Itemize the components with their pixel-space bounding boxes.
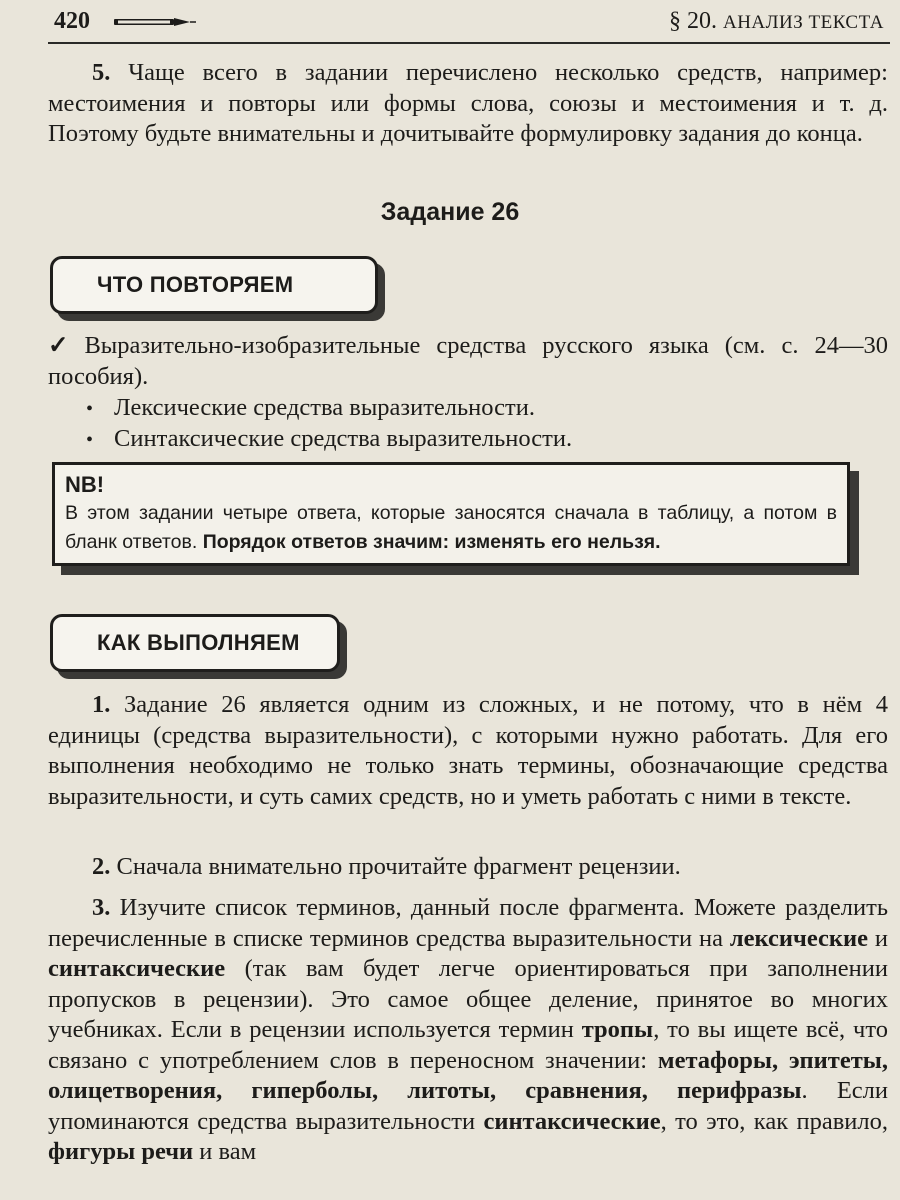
- paragraph-5-text: Чаще всего в задании перечислено несколько средств, например: местоимения и повторы или формы слова, союзы и местоимения и т. д. Поэтому будьте внимательны и дочитывайте формулировку задания до конца.: [48, 59, 888, 147]
- bullet-item-lexical: [86, 392, 535, 425]
- term-trope-list: метафоры, эпитеты, олицетворения, гиперболы, литоты, сравнения, перифразы: [48, 1046, 888, 1104]
- nb-bold-text: Порядок ответов значим: изменять его нельзя.: [202, 531, 661, 553]
- nb-regular-text: В этом задании четыре ответа, которые заносятся сначала в таблицу, а потом в бланк ответов.: [65, 502, 837, 553]
- step-3-text-b: и: [874, 924, 889, 952]
- nb-text: [65, 499, 837, 557]
- repeat-main-text: Выразительно-изобразительные средства русского языка (см. с. 24—30 пособия).: [48, 332, 888, 390]
- page-number: 420: [54, 8, 90, 34]
- term-tropes: тропы: [581, 1016, 654, 1043]
- paragraph-5: [48, 58, 888, 150]
- section-name: АНАЛИЗ ТЕКСТА: [722, 12, 884, 33]
- section-prefix: § 20.: [668, 8, 717, 34]
- what-we-repeat-box: ЧТО ПОВТОРЯЕМ: [50, 256, 378, 314]
- step-2-number: 2.: [92, 853, 111, 880]
- bullet-item-syntactic: [86, 423, 572, 456]
- step-3-text-g: и вам: [199, 1138, 257, 1165]
- step-1: [48, 690, 888, 812]
- bullet-icon: •: [86, 429, 94, 451]
- step-3-text-e: . Если упоминаются средства выразительности: [48, 1077, 888, 1135]
- section-title: [669, 8, 884, 35]
- bullet-text-lexical: Лексические средства выразительности.: [114, 394, 535, 421]
- nb-title: NB!: [65, 472, 105, 497]
- step-2: [48, 852, 888, 883]
- repeat-main-item: [48, 330, 888, 392]
- term-syntactic-2: синтаксические: [483, 1107, 661, 1135]
- bullet-icon: •: [86, 398, 94, 420]
- bullet-text-syntactic: Синтаксические средства выразительности.: [114, 425, 573, 452]
- paragraph-5-number: 5.: [92, 59, 111, 86]
- term-figures-of-speech: фигуры речи: [48, 1138, 194, 1165]
- step-3-text-a: Изучите список терминов, данный после фрагмента. Можете разделить перечисленные в списке терминов средства выразительности на: [48, 894, 889, 952]
- step-3-text-d: , то вы ищете всё, что связано с употреблением слов в переносном значении:: [48, 1016, 888, 1074]
- step-1-number: 1.: [92, 691, 111, 718]
- term-lexical: лексические: [729, 924, 868, 952]
- step-3-text-c: (так вам будет легче ориентироваться при заполнении пропусков в рецензии). Это самое общее деление, принятое во многих учебниках. Если в рецензии используется термин: [48, 955, 889, 1043]
- nb-notice-box: [52, 462, 850, 566]
- page-header: [48, 2, 890, 44]
- step-3-text-f: , то это, как правило,: [660, 1107, 889, 1135]
- checkmark-icon: ✓: [48, 332, 79, 359]
- term-syntactic: синтаксические: [48, 955, 226, 982]
- pen-icon: [114, 16, 196, 28]
- task-heading: Задание 26: [380, 198, 520, 226]
- step-3-number: 3.: [92, 894, 111, 921]
- how-we-do-box: КАК ВЫПОЛНЯЕМ: [50, 614, 340, 672]
- step-2-text: Сначала внимательно прочитайте фрагмент рецензии.: [116, 853, 681, 880]
- step-1-text: Задание 26 является одним из сложных, и не потому, что в нём 4 единицы (средства выразительности), с которыми нужно работать. Для его выполнения необходимо не только знать термины, обозначающие средства выразительности, и суть самих средств, но и уметь работать с ними в тексте.: [48, 691, 889, 810]
- step-3: [48, 893, 888, 1168]
